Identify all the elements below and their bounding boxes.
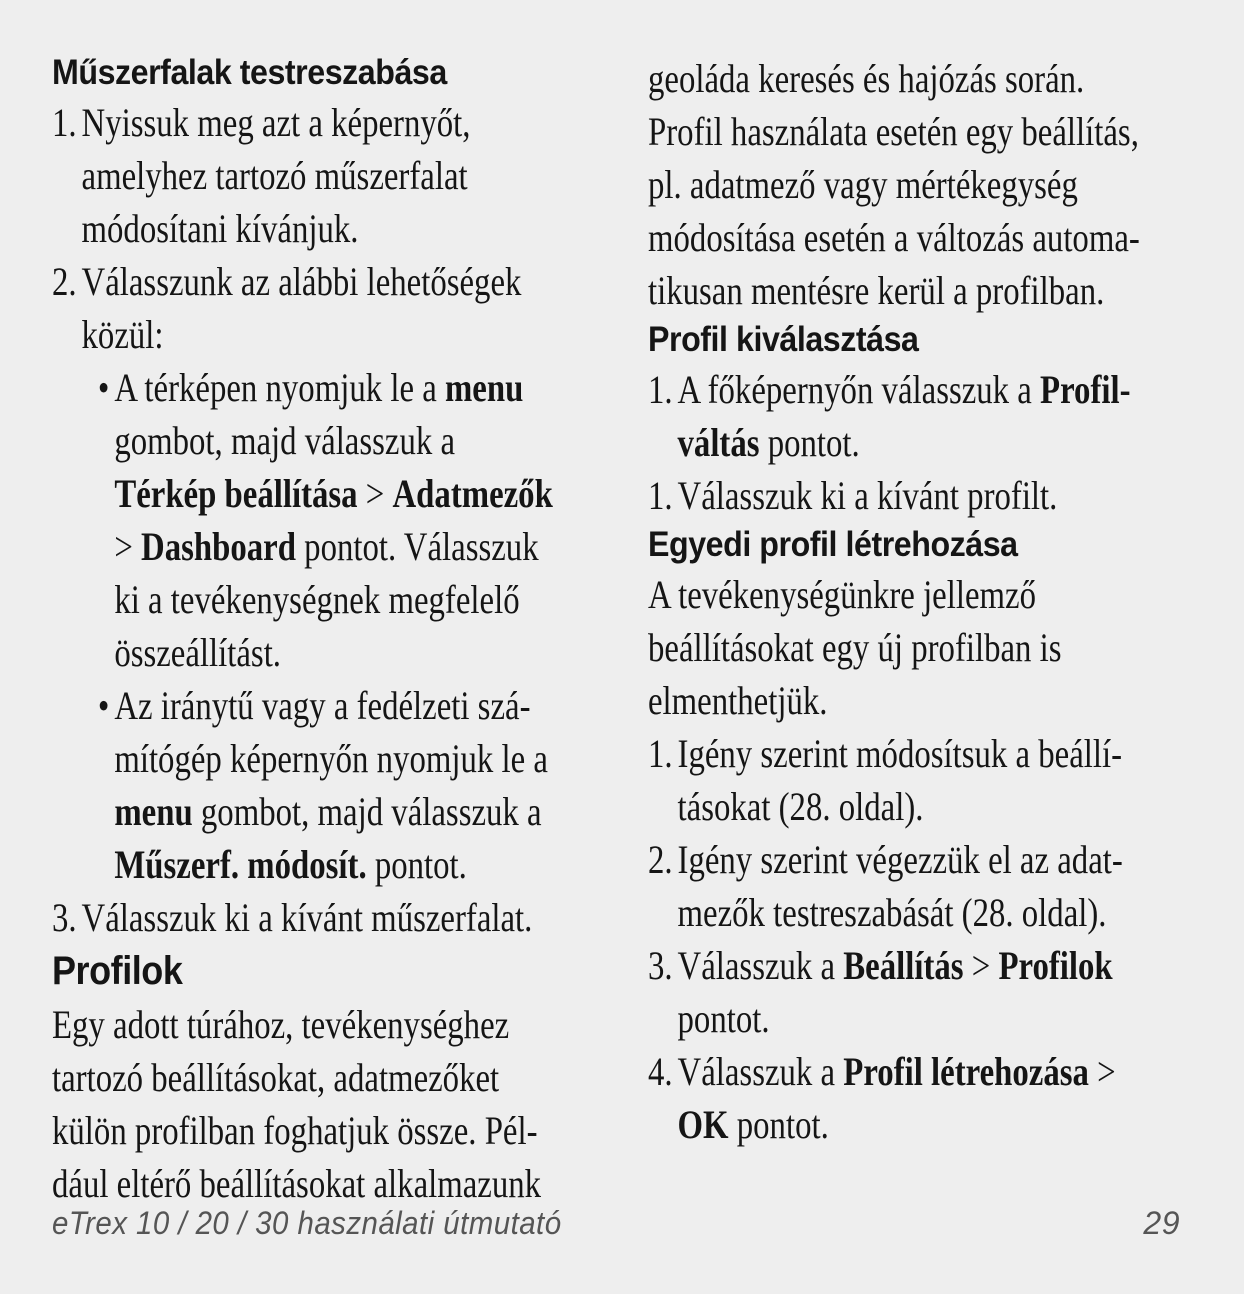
menu-path-label: Műszerf. módosít. — [114, 842, 367, 887]
paragraph-line: Profil használata esetén egy beállítás, — [648, 109, 1139, 154]
step-text: Válasszuk a — [677, 1049, 844, 1094]
menu-path-label: OK — [677, 1102, 729, 1147]
bullet-text: gombot, majd válasszuk a — [192, 789, 542, 834]
step-text: Válasszunk az alábbi lehetőségek — [81, 259, 522, 304]
step-number: 1. — [648, 473, 673, 518]
step-2 — [52, 255, 597, 361]
bullet-text: A térképen nyomjuk le a — [114, 365, 445, 410]
bullet-icon: • — [97, 365, 110, 410]
step-text: pontot. — [677, 996, 770, 1041]
paragraph-line: pl. adatmező vagy mértékegység — [648, 162, 1078, 207]
menu-path-label: Beállítás — [843, 943, 964, 988]
paragraph-line: külön profilban foghatjuk össze. Pél- — [52, 1108, 538, 1153]
right-column — [648, 52, 1208, 1151]
menu-path-label: Adatmezők — [392, 471, 553, 516]
step-number: 1. — [52, 100, 77, 145]
bullet-1 — [52, 361, 597, 679]
path-separator: > — [1088, 1049, 1116, 1094]
paragraph-line: tikusan mentésre kerül a profilban. — [648, 268, 1105, 313]
footer-title: eTrex 10 / 20 / 30 használati útmutató — [52, 1205, 562, 1241]
menu-path-label: Profilok — [998, 943, 1113, 988]
step-number: 4. — [648, 1049, 673, 1094]
step-text: Igény szerint végezzük el az adat- — [677, 837, 1123, 882]
paragraph-line: A tevékenységünkre jellemző — [648, 572, 1037, 617]
step-1 — [52, 96, 597, 255]
bullet-2 — [52, 679, 597, 891]
bullet-text: Az iránytű vagy a fedélzeti szá- — [114, 683, 531, 728]
path-separator: > — [114, 524, 142, 569]
step-number: 2. — [648, 837, 673, 882]
step-text: amelyhez tartozó műszerfalat — [81, 153, 468, 198]
step-text: A főképernyőn válasszuk a — [677, 367, 1041, 412]
step-text: mezők testreszabását (28. oldal). — [677, 890, 1107, 935]
step-text: Igény szerint módosítsuk a beállí- — [677, 731, 1123, 776]
step-text: pontot. — [728, 1102, 829, 1147]
path-separator: > — [357, 471, 393, 516]
step-number: 1. — [648, 367, 673, 412]
paragraph-line: elmenthetjük. — [648, 678, 828, 723]
bullet-icon: • — [97, 683, 110, 728]
paragraph-line: módosítása esetén a változás automa- — [648, 215, 1140, 260]
step-number: 3. — [648, 943, 673, 988]
menu-key-label: menu — [444, 365, 524, 410]
step-number: 3. — [52, 895, 77, 940]
menu-path-label: Dashboard — [141, 524, 296, 569]
page-number: 29 — [1143, 1205, 1180, 1241]
step-text: Válasszuk a — [677, 943, 844, 988]
step-text: módosítani kívánjuk. — [81, 206, 359, 251]
paragraph-line: geoláda keresés és hajózás során. — [648, 56, 1085, 101]
path-separator: > — [963, 943, 999, 988]
menu-path-label: Térkép beállítása — [114, 471, 358, 516]
step-text: Válasszuk ki a kívánt műszerfalat. — [81, 895, 533, 940]
paragraph-line: dául eltérő beállításokat alkalmazunk — [52, 1161, 542, 1206]
menu-path-label: Profil létrehozása — [843, 1049, 1089, 1094]
step-3 — [52, 891, 597, 944]
paragraph-line: tartozó beállításokat, adatmezőket — [52, 1055, 500, 1100]
bullet-text: összeállítást. — [114, 630, 282, 675]
menu-key-label: menu — [114, 789, 193, 834]
step-number: 2. — [52, 259, 77, 304]
heading-profilok: Profilok — [52, 949, 183, 993]
bullet-text: mítógép képernyőn nyomjuk le a — [114, 736, 548, 781]
step-text: tásokat (28. oldal). — [677, 784, 924, 829]
heading-muszerfalak: Műszerfalak testreszabása — [52, 53, 447, 92]
step-number: 1. — [648, 731, 673, 776]
heading-egyedi-profil: Egyedi profil létrehozása — [648, 525, 1018, 564]
step-text: Válasszuk ki a kívánt profilt. — [677, 473, 1058, 518]
paragraph-line: Egy adott túrához, tevékenységhez — [52, 1002, 510, 1047]
bullet-text: ki a tevékenységnek megfelelő — [114, 577, 520, 622]
heading-profil-kivalasztasa: Profil kiválasztása — [648, 320, 919, 359]
menu-path-label: váltás — [677, 420, 760, 465]
bullet-text: pontot. Válasszuk — [295, 524, 539, 569]
step-text: közül: — [81, 312, 164, 357]
menu-path-label: Profil- — [1040, 367, 1131, 412]
paragraph-line: beállításokat egy új profilban is — [648, 625, 1062, 670]
bullet-text: gombot, majd válasszuk a — [114, 418, 456, 463]
step-text: Nyissuk meg azt a képernyőt, — [81, 100, 471, 145]
step-text: pontot. — [759, 420, 860, 465]
left-column — [52, 50, 597, 1210]
bullet-text: pontot. — [366, 842, 467, 887]
